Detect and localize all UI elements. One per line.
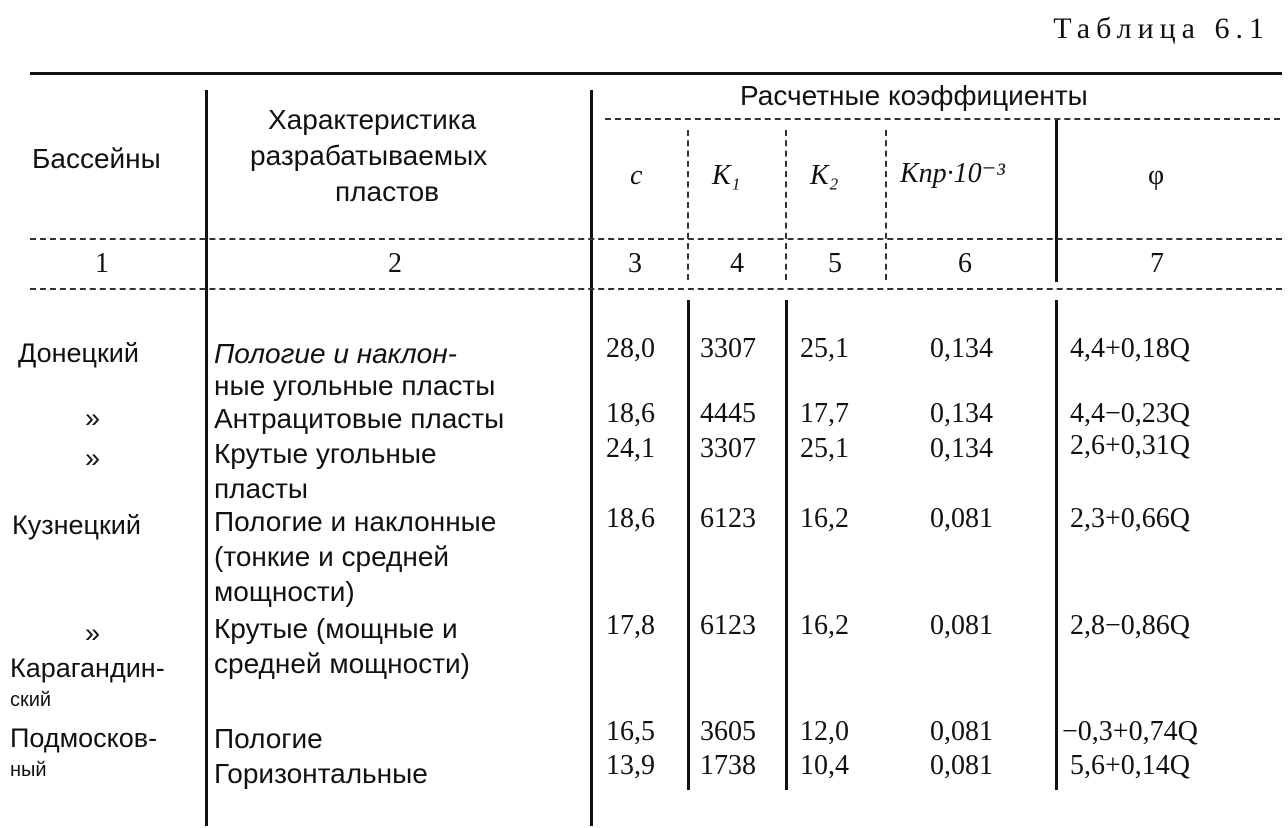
row2-k2: 17,7 <box>800 398 849 429</box>
row5-char-line1: Крутые (мощные и <box>214 613 458 644</box>
column-number-4: 4 <box>730 248 744 279</box>
header-bottom-rule <box>30 238 1282 240</box>
row2-kpr: 0,134 <box>930 398 993 429</box>
row4-char-line2: (тонкие и средней <box>214 541 450 572</box>
coef-divider-3 <box>687 130 689 280</box>
row2-basin: » <box>85 403 101 433</box>
row6-k1: 3605 <box>700 716 756 747</box>
row3-c: 24,1 <box>606 433 655 464</box>
row1-char-line2: ные угольные пласты <box>214 370 496 401</box>
row2-k1: 4445 <box>700 398 756 429</box>
row5-basin: » <box>85 618 101 648</box>
row4-c: 18,6 <box>606 503 655 534</box>
table-top-rule <box>30 72 1282 75</box>
row6-basin: Подмосков- <box>10 723 158 753</box>
row1-phi: 4,4+0,18Q <box>1070 333 1191 364</box>
row5-char-line2: средней мощности) <box>214 648 471 679</box>
header-kpr: Kпр·10⁻³ <box>900 158 1005 189</box>
row2-phi: 4,4−0,23Q <box>1070 398 1191 429</box>
body-divider-3 <box>687 300 690 790</box>
row3-basin: » <box>85 443 101 473</box>
body-divider-6 <box>1055 300 1058 790</box>
coef-divider-6 <box>1055 120 1058 282</box>
coef-divider-5 <box>885 130 887 280</box>
column-number-6: 6 <box>958 248 972 279</box>
row3-k2: 25,1 <box>800 433 849 464</box>
numbers-bottom-rule <box>30 288 1282 290</box>
row5-basin-extra-line1: Карагандин- <box>10 653 165 683</box>
column-number-5: 5 <box>828 248 842 279</box>
column-number-1: 1 <box>95 248 109 279</box>
row3-kpr: 0,134 <box>930 433 993 464</box>
row1-k2: 25,1 <box>800 333 849 364</box>
row6-basin-extra: ный <box>10 759 47 781</box>
row1-c: 28,0 <box>606 333 655 364</box>
header-characteristic-line3: пластов <box>335 176 440 207</box>
row6-phi: −0,3+0,74Q <box>1062 716 1198 747</box>
row7-k1: 1738 <box>700 750 756 781</box>
row4-kpr: 0,081 <box>930 503 993 534</box>
row4-char-line3: мощности) <box>214 576 355 607</box>
row4-basin: Кузнецкий <box>12 510 141 540</box>
row5-kpr: 0,081 <box>930 610 993 641</box>
column-number-2: 2 <box>388 248 402 279</box>
column-number-7: 7 <box>1150 248 1164 279</box>
row7-char-line1: Горизонтальные <box>214 758 428 789</box>
coef-group-rule <box>605 118 1280 120</box>
header-coefficients: Расчетные коэффициенты <box>740 80 1088 111</box>
row6-k2: 12,0 <box>800 716 849 747</box>
row3-char-line1: Крутые угольные <box>214 438 437 469</box>
coef-divider-4 <box>785 130 787 280</box>
header-basins: Бассейны <box>32 143 161 174</box>
header-k1: K₁ <box>712 160 741 191</box>
header-characteristic-line1: Характеристика <box>268 104 477 135</box>
row3-phi: 2,6+0,31Q <box>1070 430 1191 461</box>
row7-kpr: 0,081 <box>930 750 993 781</box>
row6-kpr: 0,081 <box>930 716 993 747</box>
row4-char-line1: Пологие и наклонные <box>214 506 497 537</box>
row1-char-line1: Пологие и наклон- <box>214 338 457 369</box>
row4-k1: 6123 <box>700 503 756 534</box>
body-divider-4 <box>785 300 788 790</box>
row1-kpr: 0,134 <box>930 333 993 364</box>
header-divider-1 <box>205 90 208 826</box>
row4-k2: 16,2 <box>800 503 849 534</box>
header-c: c <box>630 160 643 191</box>
header-phi: φ <box>1148 160 1165 191</box>
row2-c: 18,6 <box>606 398 655 429</box>
row5-k1: 6123 <box>700 610 756 641</box>
header-k2: K₂ <box>810 160 839 191</box>
row5-basin-extra-line2: ский <box>10 689 52 711</box>
row5-k2: 16,2 <box>800 610 849 641</box>
row3-k1: 3307 <box>700 433 756 464</box>
row5-c: 17,8 <box>606 610 655 641</box>
row2-char-line1: Антрацитовые пласты <box>214 403 505 434</box>
row7-k2: 10,4 <box>800 750 849 781</box>
row6-char-line1: Пологие <box>214 723 323 754</box>
row6-c: 16,5 <box>606 716 655 747</box>
column-number-3: 3 <box>628 248 642 279</box>
row4-phi: 2,3+0,66Q <box>1070 503 1191 534</box>
header-divider-2 <box>590 90 593 826</box>
row5-phi: 2,8−0,86Q <box>1070 610 1191 641</box>
row7-phi: 5,6+0,14Q <box>1070 750 1191 781</box>
table-title: Таблица 6.1 <box>1053 12 1270 45</box>
row3-char-line2: пласты <box>214 473 309 504</box>
header-characteristic-line2: разрабатываемых <box>250 140 488 171</box>
row7-c: 13,9 <box>606 750 655 781</box>
row1-basin: Донецкий <box>18 338 139 368</box>
row1-k1: 3307 <box>700 333 756 364</box>
